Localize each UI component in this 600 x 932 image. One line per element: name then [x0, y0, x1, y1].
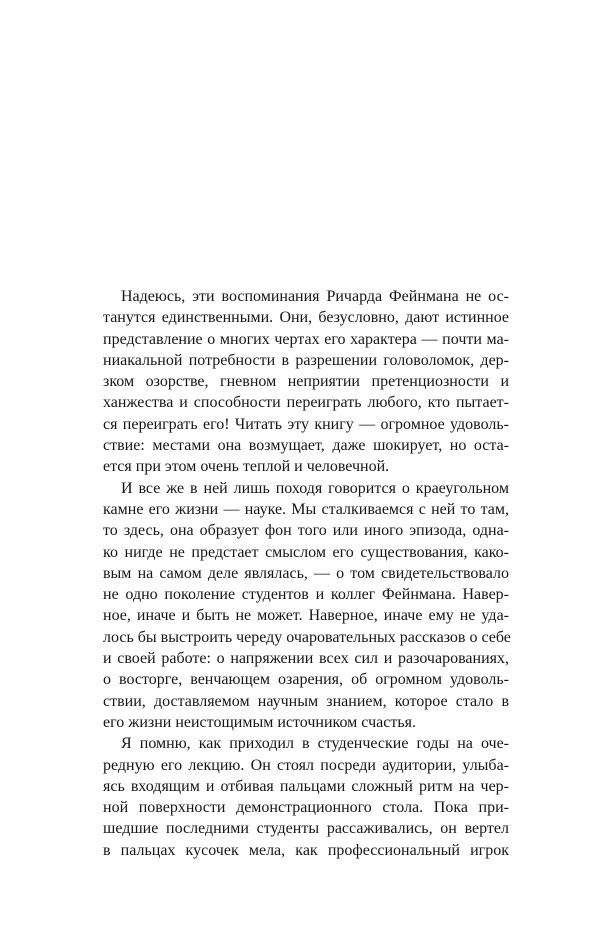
text-line: ся переиграть его! Читать эту книгу — огромное удоволь-: [103, 415, 509, 433]
text-line: Надеюсь, эти воспоминания Ричарда Фейнмана не ос-: [121, 288, 509, 305]
text-line: вым на самом деле являлась, — о том свидетельствовало: [103, 564, 509, 582]
text-line: Я помню, как приходил в студенческие годы на оче-: [121, 735, 509, 753]
text-line: И все же в ней лишь походя говорится о краеугольном: [121, 479, 509, 497]
text-line: ной поверхности демонстрационного стола. Пока при-: [103, 799, 509, 817]
text-line: редную его лекцию. Он стоял посреди аудитории, улыба-: [103, 756, 509, 774]
text-line: танутся единственными. Они, безусловно, дают истинное: [103, 309, 509, 327]
text-line: не одно поколение студентов и коллег Фейнмана. Навер-: [103, 586, 509, 604]
text-line: представление о многих чертах его характера — почти ма-: [103, 330, 509, 348]
paragraph-1: [103, 286, 509, 478]
text-line: ко нигде не предстает смыслом его существования, како-: [103, 543, 509, 561]
text-line: ниакальной потребности в разрешении головоломок, дер-: [103, 351, 509, 369]
text-line: лось бы выстроить череду очаровательных рассказов о себе: [103, 628, 511, 646]
text-line: в пальцах кусочек мела, как профессиональный игрок: [103, 841, 509, 859]
paragraph-3: [103, 733, 509, 861]
text-line: ное, иначе и быть не может. Наверное, иначе ему не уда-: [103, 607, 509, 625]
text-line: о восторге, венчающем озарения, об огромном удоволь-: [103, 671, 509, 689]
text-line: ствие: местами она возмущает, даже шокирует, но оста-: [103, 437, 509, 455]
text-line: ясь входящим и отбивая пальцами сложный ритм на чер-: [103, 777, 509, 795]
text-line: ханжества и способности переиграть любого, кто пытает-: [103, 394, 509, 412]
paragraph-2: [103, 478, 509, 734]
text-line: ется при этом очень теплой и человечной.: [103, 458, 390, 476]
text-line: шедшие последними студенты рассаживались, он вертел: [103, 820, 509, 838]
text-line: и своей работе: о напряжении всех сил и разочарованиях,: [103, 650, 509, 668]
text-line: то здесь, она образует фон того или иного эпизода, одна-: [103, 522, 509, 540]
text-line: его жизни неистощимым источником счастья.: [103, 713, 416, 731]
body-text: [103, 286, 509, 861]
text-line: зком озорстве, гневном неприятии претенциозности и: [103, 373, 509, 391]
text-line: ствии, доставляемом научным знанием, которое стало в: [103, 692, 509, 710]
text-line: камне его жизни — науке. Мы сталкиваемся с ней то там,: [103, 500, 509, 518]
